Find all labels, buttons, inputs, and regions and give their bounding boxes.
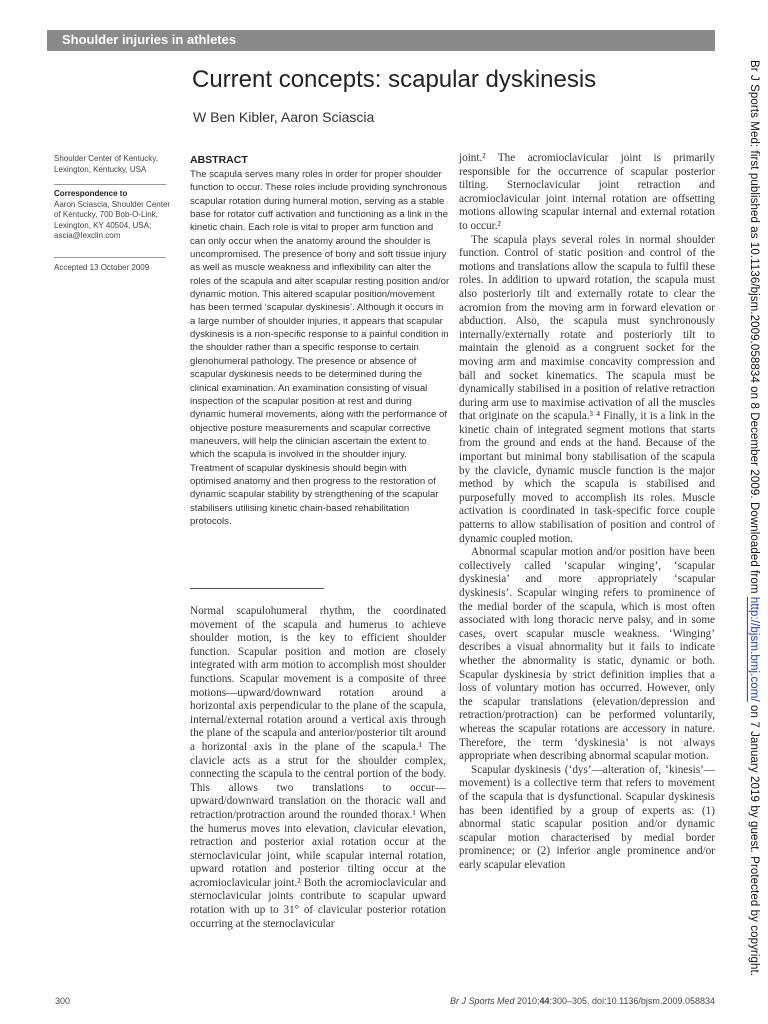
body-paragraph: Abnormal scapular motion and/or position have been collectively called ‘scapular winging’, ‘scapular dyskinesia’ and more appropriately ‘scapular dyskinesis’. Scapular winging refers to prominence of the medial border of the scapula, which is most often associated with long thoracic nerve palsy, and in some cases, overt scapular muscle weakness. ‘Winging’ describes a visual abnormality but it fails to indicate whether the abnormality is static, dynamic or both. Scapular dyskinesia by strict definition implies that a loss of voluntary motion has occurred. However, only the scapular translations (elevation/depression and retraction/protraction) can be performed voluntarily, whereas the scapular rotations are accessory in nature. Therefore, the term ‘dyskinesia’ is not always appropriate when describing abnormal scapular motion.	[459, 546, 715, 763]
margin-divider	[54, 257, 166, 258]
section-header-bar	[47, 30, 715, 51]
abstract-heading: ABSTRACT	[190, 154, 248, 166]
correspondence-label: Correspondence to	[54, 189, 128, 198]
section-label: Shoulder injuries in athletes	[62, 32, 237, 47]
journal-name: Br J Sports Med	[449, 996, 515, 1006]
download-notice-prefix: Br J Sports Med: first published as 10.1136/bjsm.2009.058834 on 8 December 2009. Downloaded from	[748, 60, 760, 597]
citation-pages-doi: :300–305. doi:10.1136/bjsm.2009.058834	[549, 996, 715, 1006]
body-paragraph: The scapula plays several roles in normal shoulder function. Control of static position and control of the motions and translations allow the scapula to fulfil these roles. In addition to upward rotation, the scapula must also posteriorly tilt and externally rotate to clear the acromion from the moving arm in forward elevation or abduction. Also, the scapula must synchronously internally/externally rotate and posteriorly tilt to maintain the glenoid as a congruent socket for the moving arm and maximise concavity compression and ball and socket kinematics. The scapula must be dynamically stabilised in a position of relative retraction during arm use to maximise activation of all the muscles that originate on the scapula.³ ⁴ Finally, it is a link in the kinetic chain of integrated segment motions that starts from the ground and ends at the hand. Because of the important but minimal bony stabilisation of the scapula by the clavicle, dynamic muscle function is the major method by which the scapula is stabilised and purposefully moved to accomplish its roles. Muscle activation is coordinated in task-specific force couple patterns to allow stabilisation of position and control of dynamic coupled motion.	[459, 233, 715, 545]
download-notice	[748, 60, 760, 976]
abstract-text: The scapula serves many roles in order for proper shoulder function to occur. These roles include providing synchronous scapular rotation during humeral motion, serving as a stable base for rotator cuff activation and functioning as a link in the kinetic chain. Each role is vital to proper arm function and can only occur when the anatomy around the shoulder is uncompromised. The presence of bony and soft tissue injury as well as muscle weakness and inflexibility can alter the roles of the scapula and alter scapular resting position and/or dynamic motion. This altered scapular position/movement has been termed ‘scapular dyskinesis’. Although it occurs in a large number of shoulder injuries, it appears that scapular dyskinesis is a non-specific response to a painful condition in the shoulder rather than a specific response to certain glenohumeral pathology. The presence or absence of scapular dyskinesis needs to be determined during the clinical examination. An examination consisting of visual inspection of the scapular position at rest and during dynamic humeral movements, along with the performance of objective posture measurements and scapular corrective maneuvers, will help the clinician ascertain the extent to which the scapula is involved in the shoulder injury. Treatment of scapular dyskinesis should begin with optimised anatomy and then progress to the restoration of dynamic scapular stability by strengthening of the scapular stabilisers utilising kinetic chain-based rehabilitation protocols.	[190, 169, 450, 527]
body-paragraph: Scapular dyskinesis (‘dys’—alteration of, ‘kinesis’—movement) is a collective term that refers to movement of the scapula that is dysfunctional. Scapular dyskinesis has been identified by a group of experts as: (1) abnormal static scapular position and/or dynamic scapular motion characterised by medial border prominence; or (2) inferior angle prominence and/or early scapular elevation	[459, 763, 715, 871]
body-paragraph: Normal scapulohumeral rhythm, the coordinated movement of the scapula and humerus to achieve shoulder motion, is the key to efficient shoulder function. Scapular position and motion are closely integrated with arm motion to accomplish most shoulder functions. Scapular movement is a composite of three motions—upward/downward rotation around a horizontal axis perpendicular to the plane of the scapula, internal/external rotation around a vertical axis through the plane of the scapula and anterior/posterior tilt around a horizontal axis in the plane of the scapula.¹ The clavicle acts as a strut for the shoulder complex, connecting the scapula to the central portion of the body. This allows two translations to occur—upward/downward translation on the thoracic wall and retraction/protraction around the rounded thorax.¹ When the humerus moves into elevation, clavicular elevation, retraction and posterior axial rotation occur at the sternoclavicular joint, while scapular internal rotation, upward rotation and posterior tilting occur at the acromioclavicular joint.² Both the acromioclavicular and sternoclavicular joints contribute to scapular upward rotation with up to 31° of clavicular posterior rotation occurring at the sternoclavicular	[190, 605, 446, 930]
citation-footer	[450, 996, 715, 1006]
journal-site-link[interactable]: http://bjsm.bmj.com/	[748, 596, 760, 702]
margin-divider	[54, 184, 166, 185]
body-paragraph: joint.² The acromioclavicular joint is primarily responsible for the occurrence of scapular posterior tilting. Sternoclavicular joint retraction and acromioclavicular joint internal rotation are offsetting motions allowing scapular internal and external rotation to occur.²	[459, 152, 715, 232]
correspondence-block	[54, 189, 174, 242]
affiliation: Shoulder Center of Kentucky, Lexington, Kentucky, USA	[54, 154, 158, 174]
correspondence-text: Aaron Sciascia, Shoulder Center of Kentucky, 700 Bob-O-Link, Lexington, KY 40504, USA; ascia@lexclin.com	[54, 199, 171, 240]
download-notice-suffix: on 7 January 2019 by guest. Protected by copyright.	[748, 701, 760, 977]
body-column-right	[459, 152, 715, 872]
citation-year: 2010;	[514, 996, 540, 1006]
accepted-date: Accepted 13 October 2009	[54, 263, 150, 272]
citation-volume: 44	[539, 996, 550, 1006]
page-number: 300	[55, 996, 71, 1006]
abstract-divider	[190, 588, 324, 589]
article-authors: W Ben Kibler, Aaron Sciascia	[193, 109, 375, 125]
body-column-left	[190, 605, 446, 931]
article-title: Current concepts: scapular dyskinesis	[192, 66, 597, 93]
